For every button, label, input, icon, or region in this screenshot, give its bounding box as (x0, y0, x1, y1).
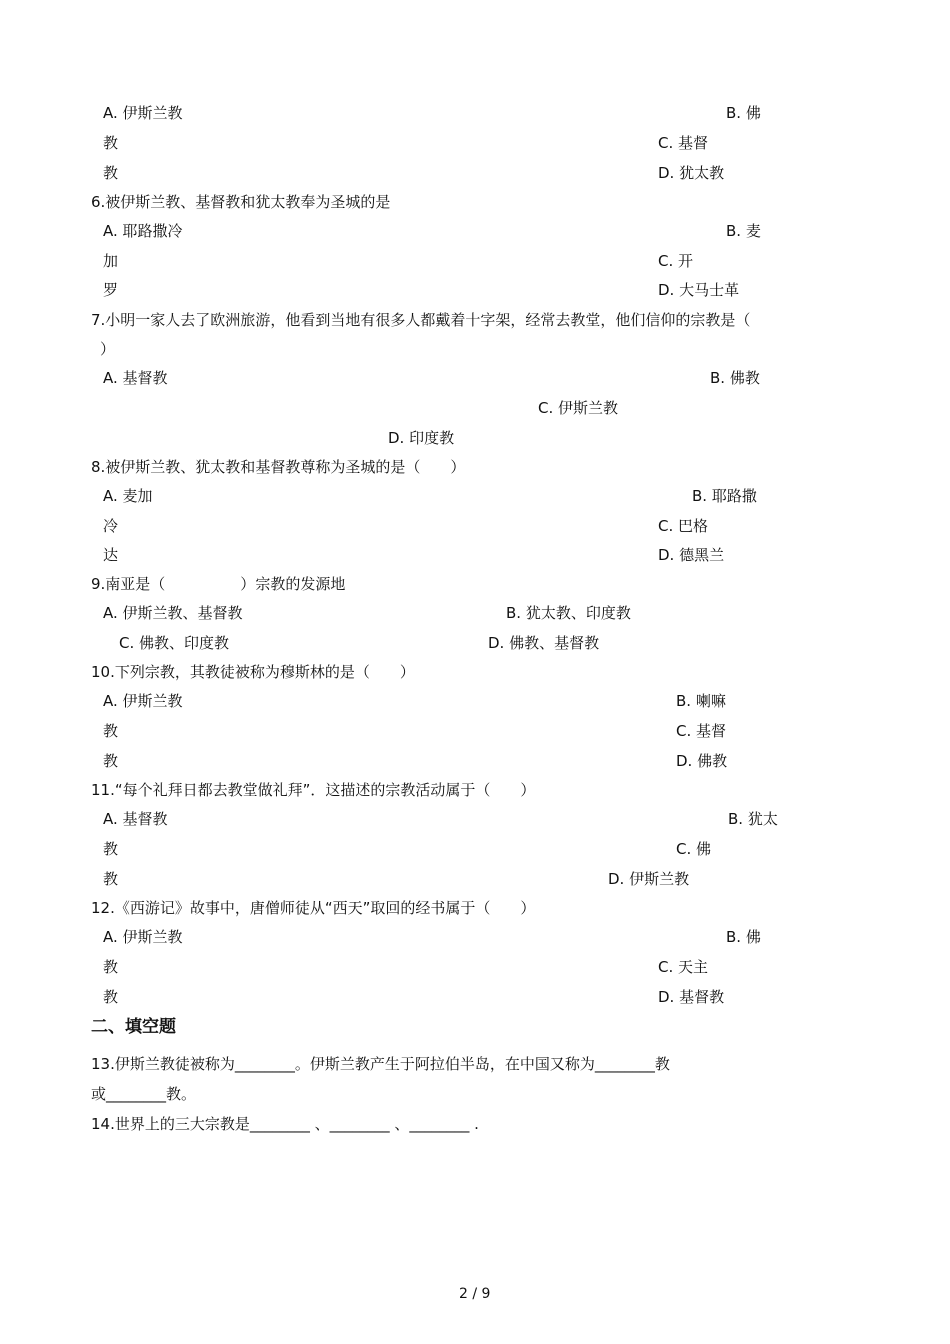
option-a: A. 伊斯兰教 (103, 692, 183, 710)
option-b: B. 麦 (726, 222, 761, 240)
option-d: D. 佛教 (676, 752, 728, 770)
option-a: A. 伊斯兰教 (103, 104, 183, 122)
question-10-stem: 10.下列宗教，其教徒被称为穆斯林的是（ ） (91, 663, 415, 681)
option-c: C. 佛教、印度教 (119, 634, 230, 652)
option-wrap-text: 教 (103, 752, 119, 770)
option-c: C. 佛 (676, 840, 712, 858)
question-13-line-2: 或________教。 (91, 1085, 197, 1103)
question-8-stem: 8.被伊斯兰教、犹太教和基督教尊称为圣城的是（ ） (91, 458, 466, 476)
option-wrap-text: 教 (103, 988, 119, 1006)
question-13-line-1: 13.伊斯兰教徒被称为________。伊斯兰教产生于阿拉伯半岛，在中国又称为________教 (91, 1055, 670, 1073)
option-d: D. 印度教 (388, 429, 455, 447)
option-a: A. 伊斯兰教、基督教 (103, 604, 243, 622)
option-d: D. 伊斯兰教 (608, 870, 690, 888)
option-wrap-text: 教 (103, 870, 119, 888)
question-9-stem: 9.南亚是（ ）宗教的发源地 (91, 575, 346, 593)
option-b: B. 耶路撒 (692, 487, 757, 505)
option-b: B. 犹太 (728, 810, 778, 828)
option-c: C. 天主 (658, 958, 709, 976)
option-d: D. 犹太教 (658, 164, 725, 182)
option-wrap-text: 教 (103, 958, 119, 976)
option-b: B. 犹太教、印度教 (506, 604, 631, 622)
option-d: D. 大马士革 (658, 281, 740, 299)
option-a: A. 基督教 (103, 369, 168, 387)
option-a: A. 基督教 (103, 810, 168, 828)
option-c: C. 基督 (676, 722, 727, 740)
section-heading: 二、填空题 (91, 1017, 176, 1037)
option-a: A. 伊斯兰教 (103, 928, 183, 946)
question-6-stem: 6.被伊斯兰教、基督教和犹太教奉为圣城的是 (91, 193, 391, 211)
question-14-line-1: 14.世界上的三大宗教是________ 、________ 、________ . (91, 1115, 479, 1133)
option-wrap-text: 冷 (103, 517, 119, 535)
option-b: B. 喇嘛 (676, 692, 726, 710)
option-b: B. 佛 (726, 928, 761, 946)
option-wrap-text: 罗 (103, 281, 119, 299)
option-wrap-text: 教 (103, 840, 119, 858)
option-a: A. 麦加 (103, 487, 153, 505)
question-7-stem: 7.小明一家人去了欧洲旅游，他看到当地有很多人都戴着十字架，经常去教堂，他们信仰的宗教是（ (91, 311, 751, 329)
question-12-stem: 12.《西游记》故事中，唐僧师徒从“西天”取回的经书属于（ ） (91, 899, 536, 917)
option-wrap-text: 教 (103, 722, 119, 740)
option-c: C. 开 (658, 252, 694, 270)
page-number: 2 / 9 (459, 1286, 491, 1302)
option-d: D. 德黑兰 (658, 546, 725, 564)
option-wrap-text: 达 (103, 546, 119, 564)
option-wrap-text: 教 (103, 134, 119, 152)
option-d: D. 佛教、基督教 (488, 634, 600, 652)
question-7-stem-continued: ） (100, 340, 116, 358)
option-c: C. 巴格 (658, 517, 709, 535)
option-wrap-text: 加 (103, 252, 119, 270)
option-wrap-text: 教 (103, 164, 119, 182)
option-a: A. 耶路撒冷 (103, 222, 183, 240)
option-d: D. 基督教 (658, 988, 725, 1006)
question-11-stem: 11.“每个礼拜日都去教堂做礼拜”．这描述的宗教活动属于（ ） (91, 781, 536, 799)
option-c: C. 伊斯兰教 (538, 399, 619, 417)
option-c: C. 基督 (658, 134, 709, 152)
option-b: B. 佛 (726, 104, 761, 122)
option-b: B. 佛教 (710, 369, 760, 387)
